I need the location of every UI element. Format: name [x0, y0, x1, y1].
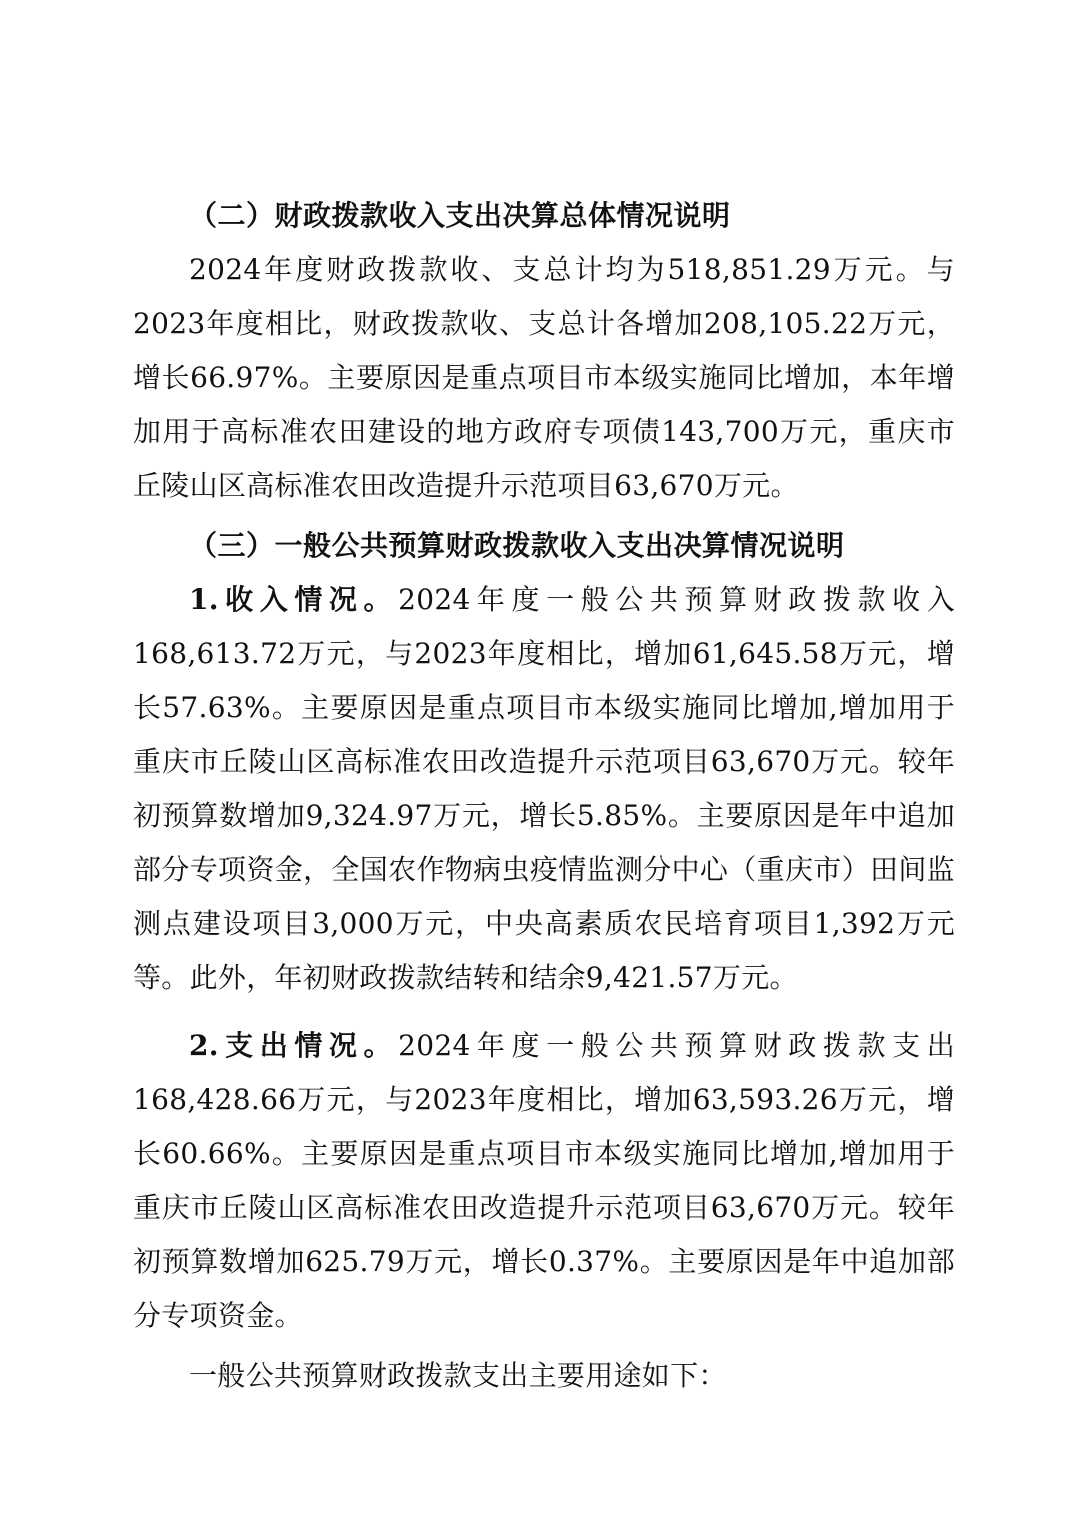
section-heading-fiscal-overall: （二）财政拨款收入支出决算总体情况说明	[189, 199, 731, 232]
paragraph-expense	[133, 1019, 955, 1343]
income-text: 2024年度一般公共预算财政拨款收入168,613.72万元，与2023年度相比，增加61,645.58万元，增长57.63%。主要原因是重点项目市本级实施同比增加,增加用于重庆市丘陵山区高标准农田改造提升示范项目63,670万元。较年初预算数增加9,324.97万元，增长5.85%。主要原因是年中追加部分专项资金，全国农作物病虫疫情监测分中心（重庆市）田间监测点建设项目3,000万元，中央高素质农民培育项目1,392万元等。此外，年初财政拨款结转和结余9,421.57万元。	[133, 583, 955, 994]
document-body	[133, 189, 955, 1403]
section-heading-general-budget: （三）一般公共预算财政拨款收入支出决算情况说明	[189, 529, 845, 562]
expense-text: 2024年度一般公共预算财政拨款支出168,428.66万元，与2023年度相比，增加63,593.26万元，增长60.66%。主要原因是重点项目市本级实施同比增加,增加用于重庆市丘陵山区高标准农田改造提升示范项目63,670万元。较年初预算数增加625.79万元，增长0.37%。主要原因是年中追加部分专项资金。	[133, 1029, 955, 1332]
paragraph-income	[133, 573, 955, 1005]
paragraph-uses-intro: 一般公共预算财政拨款支出主要用途如下：	[189, 1359, 727, 1392]
income-lead: 1.收入情况。	[189, 583, 399, 616]
expense-lead: 2.支出情况。	[189, 1029, 399, 1062]
paragraph-fiscal-overall: 2024年度财政拨款收、支总计均为518,851.29万元。与2023年度相比，财政拨款收、支总计各增加208,105.22万元，增长66.97%。主要原因是重点项目市本级实施同比增加，本年增加用于高标准农田建设的地方政府专项债143,700万元，重庆市丘陵山区高标准农田改造提升示范项目63,670万元。	[133, 253, 955, 502]
